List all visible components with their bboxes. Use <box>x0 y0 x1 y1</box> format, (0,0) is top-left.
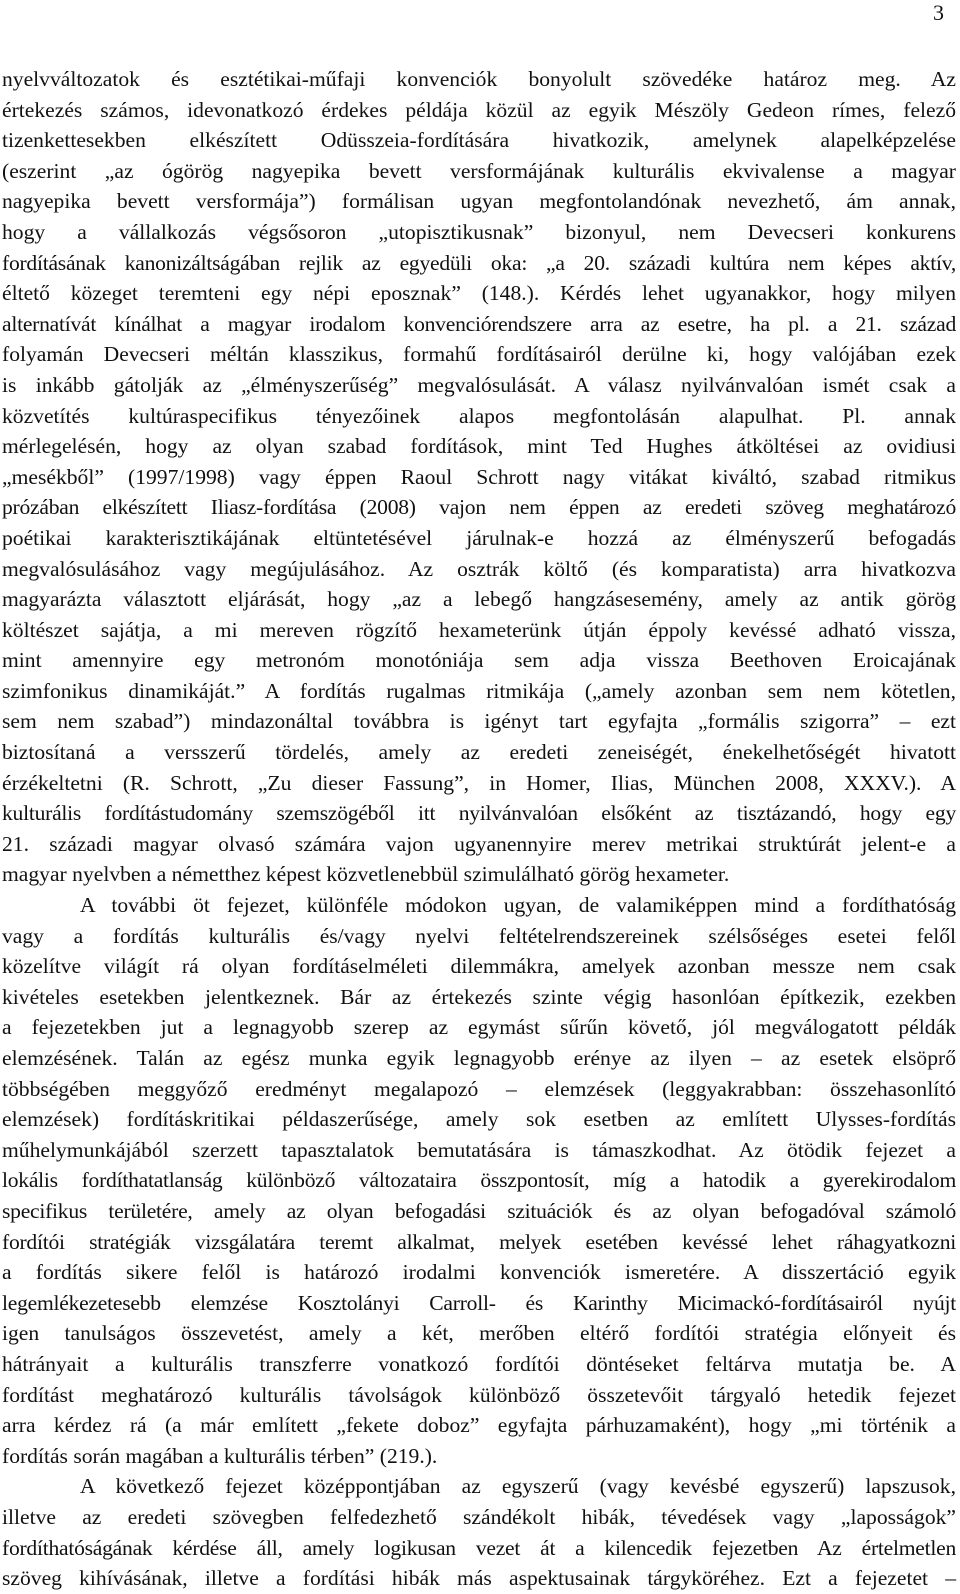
text-line: hogy a vállalkozás végsősoron „utopisztikusnak” bizonyul, nem Devecseri konkurens <box>2 219 956 244</box>
text-line: fordítás során magában a kulturális térben” (219.). <box>2 1443 438 1468</box>
text-line: 21. századi magyar olvasó számára vajon ugyanennyire merev metrikai struktúrát jelent-e a <box>2 831 956 856</box>
text-line: értekezés számos, idevonatkozó érdekes példája közül az egyik Mészöly Gedeon rímes, felező <box>2 97 956 122</box>
text-line: elemzések) fordításkritikai példaszerűsége, amely sok esetben az említett Ulysses-fordítás <box>2 1107 956 1132</box>
text-line: magyar nyelvben a németthez képest közvetlenebbül szimulálható görög hexameter. <box>2 862 730 887</box>
text-line: műhelymunkájából szerzett tapasztalatok bemutatására is támaszkodhat. Az ötödik fejezet a <box>2 1137 956 1162</box>
text-line: éltető közeget teremteni egy népi eposznak” (148.). Kérdés lehet ugyanakkor, hogy milyen <box>2 281 956 306</box>
text-line: prózában elkészített Iliasz-fordítása (2008) vajon nem éppen az eredeti szöveg meghatározó <box>2 495 956 520</box>
text-line: kulturális fordítástudomány szemszögéből itt nyilvánvalóan elsőként az tisztázandó, hogy egy <box>2 801 956 826</box>
text-line: A következő fejezet középpontjában az egyszerű (vagy kevésbé egyszerű) lapszusok, <box>80 1474 956 1499</box>
body-text <box>2 64 956 1594</box>
text-line: szöveg kihívásának, illetve a fordítási hibák más aspektusainak tárgyköréhez. Ezt a fejezetet – <box>2 1566 956 1591</box>
text-line: fordításának kanonizáltságában rejlik az egyedüli oka: „a 20. századi kultúra nem képes aktív, <box>2 250 956 275</box>
text-line: folyamán Devecseri méltán klasszikus, formahű fordításairól derülne ki, hogy valójában ezek <box>2 342 956 367</box>
text-line: a fejezetekben jut a legnagyobb szerep az egymást sűrűn követő, jól megválogatott példák <box>2 1015 956 1040</box>
page-number: 3 <box>933 0 944 25</box>
text-line: A további öt fejezet, különféle módokon ugyan, de valamiképpen mind a fordíthatóság <box>80 893 956 918</box>
text-line: nagyepika bevett versformája”) formálisan ugyan megfontolandónak nevezhető, ám annak, <box>2 189 956 214</box>
text-line: elemzésének. Talán az egész munka egyik legnagyobb erénye az ilyen – az esetek elsöprő <box>2 1046 956 1070</box>
text-line: fordítói stratégiák vizsgálatára teremt alkalmat, melyek esetében kevéssé lehet ráhagyatkozni <box>2 1229 956 1254</box>
text-line: nyelvváltozatok és esztétikai-műfaji konvenciók bonyolult szövedéke határoz meg. Az <box>2 67 956 91</box>
text-line: szimfonikus dinamikáját.” A fordítás rugalmas ritmikája („amely azonban sem nem kötetlen, <box>2 678 956 703</box>
text-line: sem nem szabad”) mindazonáltal továbbra is igényt tart egyfajta „formális szigorra” – ezt <box>2 709 956 734</box>
text-line: legemlékezetesebb elemzése Kosztolányi Carroll- és Karinthy Micimackó-fordításairól nyújt <box>2 1290 956 1315</box>
text-line: megvalósulásához vagy megújulásához. Az osztrák költő (és komparatista) arra hivatkozva <box>2 556 956 581</box>
text-line: (eszerint „az ógörög nagyepika bevett versformájának kulturális ekvivalense a magyar <box>2 158 956 183</box>
text-line: mérlegelésén, hogy az olyan szabad fordítások, mint Ted Hughes átköltései az ovidiusi <box>2 434 956 459</box>
text-line: hátrányait a kulturális transzferre vonatkozó fordítói döntéseket feltárva mutatja be. A <box>2 1351 956 1376</box>
text-line: fordíthatóságának kérdése áll, amely logikusan vezet át a kilencedik fejezetben Az értelmetlen <box>2 1535 956 1560</box>
text-line: alternatívát kínálhat a magyar irodalom konvenciórendszere arra az esetre, ha pl. a 21. század <box>2 311 956 336</box>
text-line: is inkább gátolják az „élményszerűség” megvalósulását. A válasz nyilvánvalóan ismét csak a <box>2 372 956 397</box>
text-line: költészet sajátja, a mi mereven rögzítő hexameterünk útján éppoly kevéssé adható vissza, <box>2 617 956 642</box>
text-line: fordítást meghatározó kulturális távolságok különböző összetevőit tárgyaló hetedik fejezet <box>2 1382 956 1407</box>
text-line: igen tanulságos összevetést, amely a két, merőben eltérő fordítói stratégia előnyeit és <box>2 1321 956 1346</box>
text-line: biztosítaná a versszerű tördelés, amely az eredeti zeneiségét, énekelhetőségét hivatott <box>2 740 956 765</box>
text-line: többségében meggyőző eredményt megalapozó – elemzések (leggyakrabban: összehasonlító <box>2 1076 956 1101</box>
text-line: lokális fordíthatatlanság különböző változataira összpontosít, míg a hatodik a gyerekirodalom <box>2 1168 956 1193</box>
text-line: „mesékből” (1997/1998) vagy éppen Raoul Schrott nagy vitákat kiváltó, szabad ritmikus <box>2 464 956 489</box>
text-line: arra kérdez rá (a már említett „fekete doboz” egyfajta párhuzamaként), hogy „mi történik a <box>2 1413 956 1438</box>
text-line: érzékeltetni (R. Schrott, „Zu dieser Fassung”, in Homer, Ilias, München 2008, XXXV.). A <box>2 770 956 795</box>
text-line: illetve az eredeti szövegben felfedezhető szándékolt hibák, tévedések vagy „laposságok” <box>2 1504 956 1529</box>
text-line: mint amennyire egy metronóm monotóniája sem adja vissza Beethoven Eroicajának <box>2 648 956 673</box>
text-line: a fordítás sikere felől is határozó irodalmi konvenciók ismeretére. A disszertáció egyik <box>2 1260 956 1285</box>
text-line: tizenkettesekben elkészített Odüsszeia-fordítására hivatkozik, amelynek alapelképzelése <box>2 128 956 153</box>
text-line: poétikai karakterisztikájának eltüntetésével járulnak-e hozzá az élményszerű befogadás <box>2 525 956 550</box>
text-line: specifikus területére, amely az olyan befogadási szituációk és az olyan befogadóval számoló <box>2 1198 956 1223</box>
text-line: vagy a fordítás kulturális és/vagy nyelvi feltételrendszereinek szélsőséges esetei felől <box>2 923 956 948</box>
text-line: közelítve világít rá olyan fordításelméleti dilemmákra, amelyek azonban messze nem csak <box>2 954 956 979</box>
text-line: kivételes esetekben jelentkeznek. Bár az értekezés szinte végig hasonlóan építkezik, ezekben <box>2 984 956 1009</box>
text-line: közvetítés kultúraspecifikus tényezőinek alapos megfontolásán alapulhat. Pl. annak <box>2 403 956 428</box>
text-line: magyarázta választott eljárását, hogy „az a lebegő hangzásesemény, amely az antik görög <box>2 587 956 612</box>
